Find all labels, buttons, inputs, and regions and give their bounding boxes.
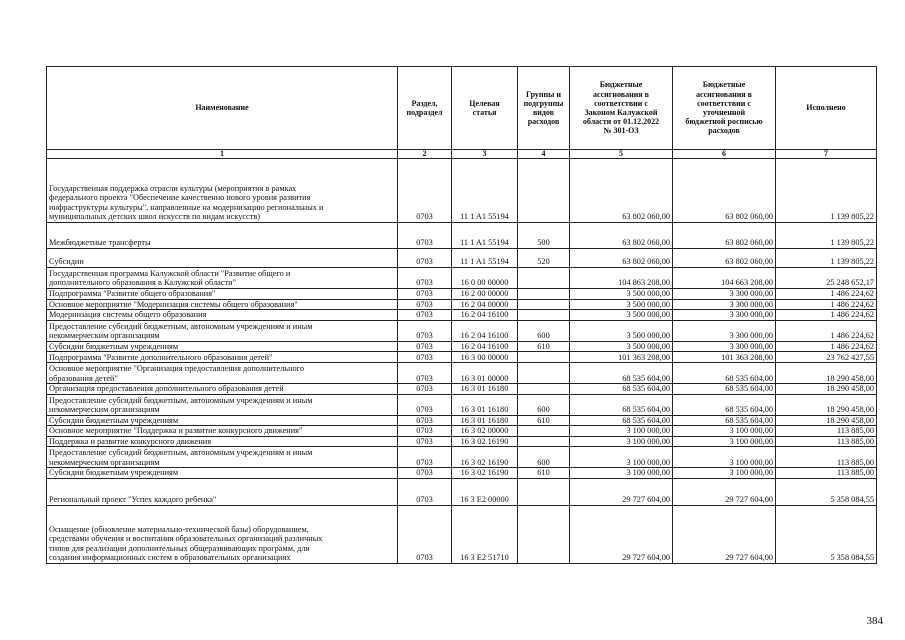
row-name: Основное мероприятие "Поддержка и развитие конкурсного движения" <box>47 426 398 437</box>
row-section: 0703 <box>398 415 452 426</box>
row-group <box>518 268 570 289</box>
column-number: 4 <box>518 150 570 159</box>
row-name: Государственная программа Калужской области "Развитие общего и дополнительного образования в Калужской области" <box>47 268 398 289</box>
row-article: 16 2 04 00000 <box>452 299 518 310</box>
row-law-allocation: 101 363 208,00 <box>570 352 673 363</box>
row-law-allocation: 63 802 060,00 <box>570 223 673 249</box>
table-body <box>47 159 877 564</box>
row-name: Субсидии <box>47 249 398 268</box>
row-executed: 18 290 458,00 <box>776 363 877 384</box>
row-executed: 18 290 458,00 <box>776 394 877 415</box>
row-executed: 5 358 084,55 <box>776 478 877 505</box>
row-refined-allocation: 3 100 000,00 <box>673 447 776 468</box>
row-section: 0703 <box>398 478 452 505</box>
row-section: 0703 <box>398 341 452 352</box>
row-section: 0703 <box>398 352 452 363</box>
row-refined-allocation: 3 300 000,00 <box>673 289 776 300</box>
column-number: 2 <box>398 150 452 159</box>
row-group <box>518 436 570 447</box>
row-law-allocation: 3 500 000,00 <box>570 299 673 310</box>
row-executed: 1 486 224,62 <box>776 289 877 300</box>
row-name: Межбюджетные трансферты <box>47 223 398 249</box>
row-article: 16 3 02 16190 <box>452 468 518 479</box>
row-section: 0703 <box>398 289 452 300</box>
row-executed: 113 885,00 <box>776 447 877 468</box>
row-name: Поддержка и развитие конкурсного движения <box>47 436 398 447</box>
column-number: 6 <box>673 150 776 159</box>
row-refined-allocation: 29 727 604,00 <box>673 478 776 505</box>
row-section: 0703 <box>398 505 452 563</box>
row-article: 11 1 A1 55194 <box>452 223 518 249</box>
table-row <box>47 249 877 268</box>
row-group: 600 <box>518 394 570 415</box>
row-executed: 1 139 805,22 <box>776 223 877 249</box>
row-law-allocation: 104 863 208,00 <box>570 268 673 289</box>
row-refined-allocation: 63 802 060,00 <box>673 223 776 249</box>
header-group: Группы и подгруппы видов расходов <box>518 67 570 150</box>
row-executed: 25 248 652,17 <box>776 268 877 289</box>
row-name: Субсидии бюджетным учреждениям <box>47 468 398 479</box>
table-row <box>47 384 877 395</box>
row-article: 16 3 02 16190 <box>452 436 518 447</box>
page-number: 384 <box>866 615 883 627</box>
row-refined-allocation: 68 535 604,00 <box>673 415 776 426</box>
row-group <box>518 159 570 223</box>
row-group: 610 <box>518 415 570 426</box>
row-executed: 18 290 458,00 <box>776 415 877 426</box>
table-row <box>47 505 877 563</box>
row-executed: 18 290 458,00 <box>776 384 877 395</box>
row-refined-allocation: 3 300 000,00 <box>673 299 776 310</box>
table-row <box>47 415 877 426</box>
row-law-allocation: 3 100 000,00 <box>570 447 673 468</box>
header-name: Наименование <box>47 67 398 150</box>
row-refined-allocation: 63 802 060,00 <box>673 249 776 268</box>
row-law-allocation: 68 535 604,00 <box>570 363 673 384</box>
row-group <box>518 289 570 300</box>
table-row <box>47 468 877 479</box>
row-refined-allocation: 3 300 000,00 <box>673 341 776 352</box>
row-executed: 113 885,00 <box>776 436 877 447</box>
row-executed: 23 762 427,55 <box>776 352 877 363</box>
row-group: 520 <box>518 249 570 268</box>
row-executed: 113 885,00 <box>776 468 877 479</box>
row-section: 0703 <box>398 384 452 395</box>
row-section: 0703 <box>398 299 452 310</box>
column-number-row <box>47 150 877 159</box>
row-group <box>518 363 570 384</box>
row-name: Оснащение (обновление материально-технической базы) оборудованием, средствами обучения и воспитания образовательных организаций различных типов для реализации дополнительных общеразвивающих программ, для создания информационных систем в образовательных организациях <box>47 505 398 563</box>
row-refined-allocation: 3 100 000,00 <box>673 468 776 479</box>
row-section: 0703 <box>398 268 452 289</box>
row-section: 0703 <box>398 249 452 268</box>
row-executed: 1 139 805,22 <box>776 249 877 268</box>
row-section: 0703 <box>398 363 452 384</box>
row-article: 16 2 00 00000 <box>452 289 518 300</box>
row-section: 0703 <box>398 159 452 223</box>
table-row <box>47 223 877 249</box>
row-executed: 5 358 084,55 <box>776 505 877 563</box>
row-refined-allocation: 68 535 604,00 <box>673 394 776 415</box>
row-article: 16 3 01 16180 <box>452 384 518 395</box>
header-refined-allocation: Бюджетные ассигнования в соответствии с уточненной бюджетной росписью расходов <box>673 67 776 150</box>
table-row <box>47 268 877 289</box>
row-law-allocation: 3 100 000,00 <box>570 468 673 479</box>
header-executed: Исполнено <box>776 67 877 150</box>
row-name: Модернизация системы общего образования <box>47 310 398 321</box>
row-refined-allocation: 3 100 000,00 <box>673 426 776 437</box>
row-refined-allocation: 101 363 208,00 <box>673 352 776 363</box>
row-refined-allocation: 3 300 000,00 <box>673 320 776 341</box>
row-refined-allocation: 63 802 060,00 <box>673 159 776 223</box>
column-number: 7 <box>776 150 877 159</box>
row-law-allocation: 3 500 000,00 <box>570 289 673 300</box>
row-article: 16 3 01 16180 <box>452 415 518 426</box>
row-group <box>518 505 570 563</box>
table-row <box>47 320 877 341</box>
row-name: Региональный проект "Успех каждого ребенка" <box>47 478 398 505</box>
table-row <box>47 447 877 468</box>
row-law-allocation: 3 500 000,00 <box>570 310 673 321</box>
row-group <box>518 426 570 437</box>
row-name: Организация предоставления дополнительного образования детей <box>47 384 398 395</box>
table-row <box>47 394 877 415</box>
row-group <box>518 299 570 310</box>
row-executed: 1 486 224,62 <box>776 310 877 321</box>
row-executed: 1 139 805,22 <box>776 159 877 223</box>
row-group: 600 <box>518 320 570 341</box>
row-group <box>518 478 570 505</box>
row-law-allocation: 63 802 060,00 <box>570 249 673 268</box>
row-group: 500 <box>518 223 570 249</box>
row-article: 11 1 A1 55194 <box>452 159 518 223</box>
table-row <box>47 363 877 384</box>
table-row <box>47 299 877 310</box>
row-law-allocation: 63 802 060,00 <box>570 159 673 223</box>
row-name: Субсидии бюджетным учреждениям <box>47 341 398 352</box>
row-refined-allocation: 68 535 604,00 <box>673 363 776 384</box>
table-row <box>47 341 877 352</box>
row-article: 16 3 E2 51710 <box>452 505 518 563</box>
row-section: 0703 <box>398 436 452 447</box>
row-group <box>518 310 570 321</box>
table-row <box>47 310 877 321</box>
table-row <box>47 426 877 437</box>
row-section: 0703 <box>398 310 452 321</box>
header-law-allocation: Бюджетные ассигнования в соответствии с Законом Калужской области от 01.12.2022 № 301-ОЗ <box>570 67 673 150</box>
row-article: 16 3 E2 00000 <box>452 478 518 505</box>
column-number: 3 <box>452 150 518 159</box>
row-law-allocation: 3 500 000,00 <box>570 341 673 352</box>
row-executed: 1 486 224,62 <box>776 341 877 352</box>
table-row <box>47 436 877 447</box>
row-law-allocation: 3 100 000,00 <box>570 426 673 437</box>
table-row <box>47 352 877 363</box>
column-number: 5 <box>570 150 673 159</box>
row-section: 0703 <box>398 468 452 479</box>
row-group: 600 <box>518 447 570 468</box>
header-row <box>47 67 877 150</box>
row-executed: 113 885,00 <box>776 426 877 437</box>
row-article: 16 2 04 16100 <box>452 341 518 352</box>
row-section: 0703 <box>398 394 452 415</box>
row-section: 0703 <box>398 426 452 437</box>
row-name: Основное мероприятие "Модернизация системы общего образования" <box>47 299 398 310</box>
row-executed: 1 486 224,62 <box>776 320 877 341</box>
table-row <box>47 289 877 300</box>
row-section: 0703 <box>398 320 452 341</box>
row-section: 0703 <box>398 447 452 468</box>
row-article: 16 3 02 00000 <box>452 426 518 437</box>
row-name: Подпрограмма "Развитие дополнительного образования детей" <box>47 352 398 363</box>
row-group <box>518 352 570 363</box>
row-group: 610 <box>518 341 570 352</box>
row-article: 16 3 01 00000 <box>452 363 518 384</box>
row-name: Предоставление субсидий бюджетным, автономным учреждениям и иным некоммерческим организациям <box>47 447 398 468</box>
row-law-allocation: 29 727 604,00 <box>570 505 673 563</box>
table-row <box>47 159 877 223</box>
row-law-allocation: 68 535 604,00 <box>570 394 673 415</box>
header-section: Раздел, подраздел <box>398 67 452 150</box>
row-article: 16 2 04 16100 <box>452 310 518 321</box>
row-article: 16 0 00 00000 <box>452 268 518 289</box>
row-name: Основное мероприятие "Организация предоставления дополнительного образования детей" <box>47 363 398 384</box>
row-refined-allocation: 29 727 604,00 <box>673 505 776 563</box>
row-name: Государственная поддержка отрасли культуры (мероприятия в рамках федерального проекта "Обеспечение качественно нового уровня развития инфраструктуры культуры", направленные на модернизацию региональных и муниципальных детских школ искусств по видам искусств) <box>47 159 398 223</box>
row-refined-allocation: 3 100 000,00 <box>673 436 776 447</box>
row-name: Субсидии бюджетным учреждениям <box>47 415 398 426</box>
row-refined-allocation: 68 535 604,00 <box>673 384 776 395</box>
row-name: Подпрограмма "Развитие общего образования" <box>47 289 398 300</box>
row-group <box>518 384 570 395</box>
table-row <box>47 478 877 505</box>
row-article: 16 3 00 00000 <box>452 352 518 363</box>
row-article: 16 3 01 16180 <box>452 394 518 415</box>
row-article: 16 2 04 16100 <box>452 320 518 341</box>
row-law-allocation: 29 727 604,00 <box>570 478 673 505</box>
budget-table <box>46 66 877 564</box>
row-group: 610 <box>518 468 570 479</box>
row-law-allocation: 3 100 000,00 <box>570 436 673 447</box>
row-name: Предоставление субсидий бюджетным, автономным учреждениям и иным некоммерческим организациям <box>47 394 398 415</box>
column-number: 1 <box>47 150 398 159</box>
row-executed: 1 486 224,62 <box>776 299 877 310</box>
row-name: Предоставление субсидий бюджетным, автономным учреждениям и иным некоммерческим организациям <box>47 320 398 341</box>
header-article: Целевая статья <box>452 67 518 150</box>
row-article: 16 3 02 16190 <box>452 447 518 468</box>
row-refined-allocation: 3 300 000,00 <box>673 310 776 321</box>
row-section: 0703 <box>398 223 452 249</box>
row-law-allocation: 68 535 604,00 <box>570 415 673 426</box>
row-law-allocation: 3 500 000,00 <box>570 320 673 341</box>
row-article: 11 1 A1 55194 <box>452 249 518 268</box>
row-law-allocation: 68 535 604,00 <box>570 384 673 395</box>
row-refined-allocation: 104 663 208,00 <box>673 268 776 289</box>
